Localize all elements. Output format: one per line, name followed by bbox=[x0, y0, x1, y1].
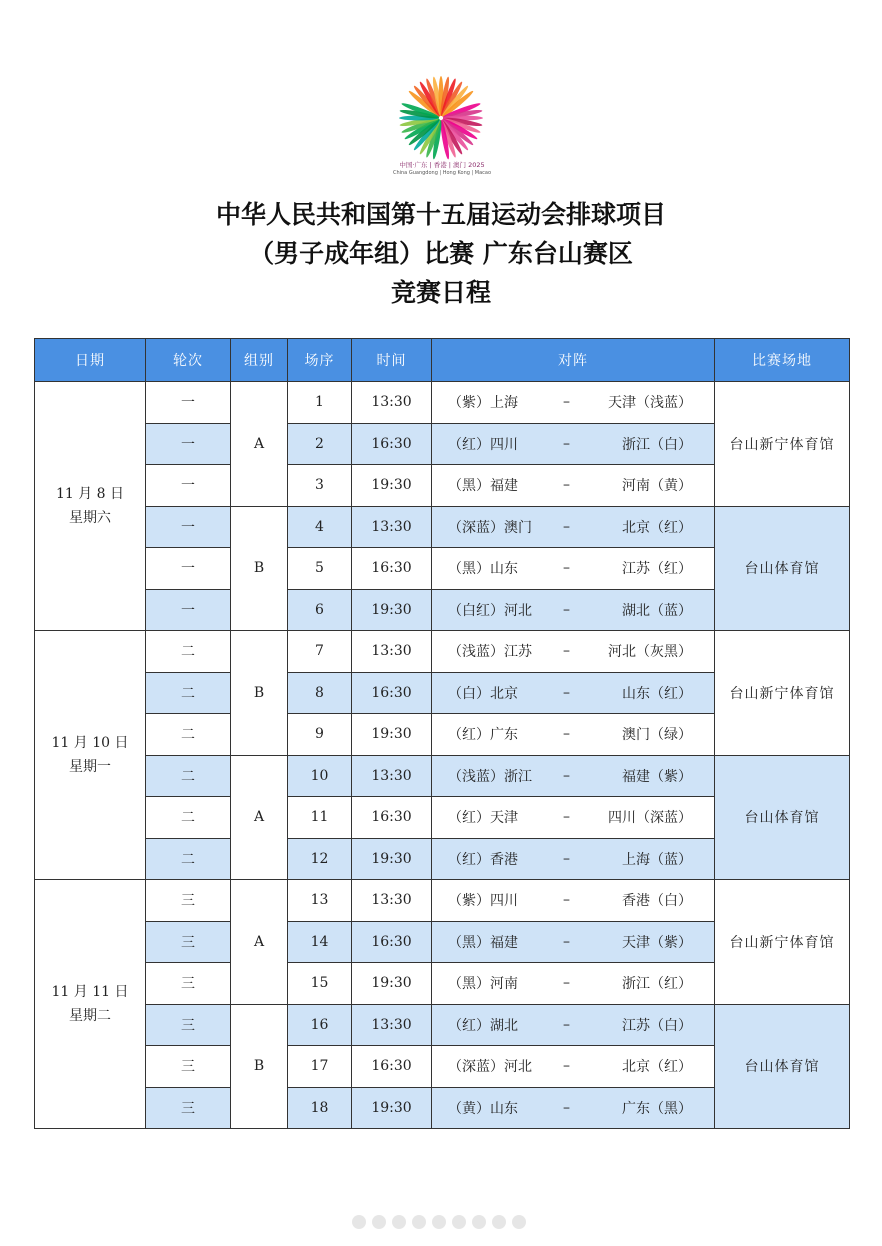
round-cell: 三 bbox=[146, 1004, 231, 1046]
away-team: 香港（白） bbox=[622, 893, 692, 910]
home-team: （黑）福建 bbox=[448, 478, 518, 495]
match-number-cell: 17 bbox=[288, 1046, 352, 1088]
home-team: （黄）山东 bbox=[448, 1100, 518, 1117]
time-cell: 16:30 bbox=[352, 672, 432, 714]
versus-dash: – bbox=[563, 809, 570, 826]
home-team: （红）四川 bbox=[448, 436, 518, 453]
time-cell: 13:30 bbox=[352, 755, 432, 797]
time-cell: 19:30 bbox=[352, 714, 432, 756]
matchup-cell bbox=[432, 755, 715, 797]
date-cell bbox=[35, 631, 146, 880]
matchup-cell bbox=[432, 506, 715, 548]
match-number-cell: 10 bbox=[288, 755, 352, 797]
versus-dash: – bbox=[563, 643, 570, 660]
away-team: 福建（紫） bbox=[622, 768, 692, 785]
matchup-cell bbox=[432, 1004, 715, 1046]
venue-cell: 台山体育馆 bbox=[715, 506, 850, 631]
away-team: 湖北（蓝） bbox=[622, 602, 692, 619]
matchup-cell bbox=[432, 589, 715, 631]
title-line-3: 竞赛日程 bbox=[390, 278, 491, 307]
away-team: 河北（灰黑） bbox=[608, 644, 692, 661]
away-team: 山东（红） bbox=[622, 685, 692, 702]
round-cell: 二 bbox=[146, 714, 231, 756]
schedule-table bbox=[34, 338, 850, 1129]
home-team: （红）天津 bbox=[448, 810, 518, 827]
match-number-cell: 7 bbox=[288, 631, 352, 673]
match-number-cell: 15 bbox=[288, 963, 352, 1005]
matchup-cell bbox=[432, 1087, 715, 1129]
away-team: 四川（深蓝） bbox=[608, 810, 692, 827]
matchup-cell bbox=[432, 714, 715, 756]
match-number-cell: 4 bbox=[288, 506, 352, 548]
versus-dash: – bbox=[563, 601, 570, 618]
versus-dash: – bbox=[563, 1058, 570, 1075]
matchup-cell bbox=[432, 423, 715, 465]
match-number-cell: 2 bbox=[288, 423, 352, 465]
weekday-text: 星期六 bbox=[69, 510, 111, 526]
watermark bbox=[352, 1215, 532, 1231]
home-team: （深蓝）澳门 bbox=[448, 519, 532, 536]
match-number-cell: 16 bbox=[288, 1004, 352, 1046]
versus-dash: – bbox=[563, 1016, 570, 1033]
round-cell: 三 bbox=[146, 1046, 231, 1088]
match-number-cell: 6 bbox=[288, 589, 352, 631]
away-team: 天津（紫） bbox=[622, 934, 692, 951]
time-cell: 16:30 bbox=[352, 797, 432, 839]
page-title bbox=[0, 195, 882, 312]
round-cell: 二 bbox=[146, 797, 231, 839]
away-team: 浙江（白） bbox=[622, 436, 692, 453]
match-number-cell: 11 bbox=[288, 797, 352, 839]
matchup-cell bbox=[432, 838, 715, 880]
round-cell: 二 bbox=[146, 672, 231, 714]
matchup-cell bbox=[432, 672, 715, 714]
home-team: （深蓝）河北 bbox=[448, 1059, 532, 1076]
away-team: 上海（蓝） bbox=[622, 851, 692, 868]
away-team: 天津（浅蓝） bbox=[608, 395, 692, 412]
matchup-cell bbox=[432, 880, 715, 922]
versus-dash: – bbox=[563, 518, 570, 535]
column-header: 场序 bbox=[288, 339, 352, 382]
time-cell: 19:30 bbox=[352, 589, 432, 631]
versus-dash: – bbox=[563, 933, 570, 950]
match-number-cell: 1 bbox=[288, 382, 352, 424]
versus-dash: – bbox=[563, 850, 570, 867]
venue-cell: 台山新宁体育馆 bbox=[715, 631, 850, 756]
time-cell: 13:30 bbox=[352, 631, 432, 673]
round-cell: 一 bbox=[146, 506, 231, 548]
away-team: 北京（红） bbox=[622, 1059, 692, 1076]
matchup-cell bbox=[432, 548, 715, 590]
table-row bbox=[35, 1004, 850, 1046]
time-cell: 13:30 bbox=[352, 1004, 432, 1046]
away-team: 河南（黄） bbox=[622, 478, 692, 495]
column-header: 日期 bbox=[35, 339, 146, 382]
group-cell: B bbox=[231, 631, 288, 756]
away-team: 广东（黑） bbox=[622, 1100, 692, 1117]
match-number-cell: 14 bbox=[288, 921, 352, 963]
versus-dash: – bbox=[563, 1099, 570, 1116]
table-row bbox=[35, 382, 850, 424]
date-text: 11 月 11 日 bbox=[51, 984, 129, 1000]
away-team: 江苏（白） bbox=[622, 1017, 692, 1034]
column-header: 比赛场地 bbox=[715, 339, 850, 382]
round-cell: 一 bbox=[146, 465, 231, 507]
group-cell: B bbox=[231, 1004, 288, 1129]
versus-dash: – bbox=[563, 394, 570, 411]
group-cell: A bbox=[231, 382, 288, 507]
time-cell: 19:30 bbox=[352, 465, 432, 507]
home-team: （紫）四川 bbox=[448, 893, 518, 910]
versus-dash: – bbox=[563, 892, 570, 909]
match-number-cell: 12 bbox=[288, 838, 352, 880]
match-number-cell: 3 bbox=[288, 465, 352, 507]
home-team: （紫）上海 bbox=[448, 395, 518, 412]
group-cell: A bbox=[231, 880, 288, 1005]
time-cell: 13:30 bbox=[352, 506, 432, 548]
match-number-cell: 9 bbox=[288, 714, 352, 756]
home-team: （浅蓝）浙江 bbox=[448, 768, 532, 785]
time-cell: 19:30 bbox=[352, 838, 432, 880]
home-team: （浅蓝）江苏 bbox=[448, 644, 532, 661]
date-text: 11 月 8 日 bbox=[55, 486, 125, 502]
table-body bbox=[35, 382, 850, 1129]
away-team: 浙江（红） bbox=[622, 976, 692, 993]
matchup-cell bbox=[432, 963, 715, 1005]
column-header: 时间 bbox=[352, 339, 432, 382]
time-cell: 16:30 bbox=[352, 423, 432, 465]
column-header: 轮次 bbox=[146, 339, 231, 382]
venue-cell: 台山新宁体育馆 bbox=[715, 880, 850, 1005]
matchup-cell bbox=[432, 1046, 715, 1088]
title-line-1: 中华人民共和国第十五届运动会排球项目 bbox=[215, 200, 666, 229]
home-team: （红）香港 bbox=[448, 851, 518, 868]
versus-dash: – bbox=[563, 477, 570, 494]
versus-dash: – bbox=[563, 767, 570, 784]
logo-text: 中国·广东 | 香港 | 澳门 2025 bbox=[399, 161, 485, 169]
column-header: 组别 bbox=[231, 339, 288, 382]
time-cell: 19:30 bbox=[352, 1087, 432, 1129]
round-cell: 三 bbox=[146, 1087, 231, 1129]
venue-cell: 台山体育馆 bbox=[715, 1004, 850, 1129]
petal-logo-icon bbox=[388, 70, 494, 162]
table-row bbox=[35, 506, 850, 548]
home-team: （黑）山东 bbox=[448, 561, 518, 578]
round-cell: 三 bbox=[146, 880, 231, 922]
matchup-cell bbox=[432, 797, 715, 839]
matchup-cell bbox=[432, 465, 715, 507]
away-team: 澳门（绿） bbox=[622, 727, 692, 744]
home-team: （红）湖北 bbox=[448, 1017, 518, 1034]
column-header: 对阵 bbox=[432, 339, 715, 382]
matchup-cell bbox=[432, 382, 715, 424]
match-number-cell: 18 bbox=[288, 1087, 352, 1129]
weekday-text: 星期二 bbox=[69, 1008, 111, 1024]
home-team: （白）北京 bbox=[448, 685, 518, 702]
round-cell: 三 bbox=[146, 921, 231, 963]
round-cell: 三 bbox=[146, 963, 231, 1005]
time-cell: 16:30 bbox=[352, 921, 432, 963]
group-cell: A bbox=[231, 755, 288, 880]
match-number-cell: 5 bbox=[288, 548, 352, 590]
versus-dash: – bbox=[563, 435, 570, 452]
round-cell: 一 bbox=[146, 548, 231, 590]
weekday-text: 星期一 bbox=[69, 759, 111, 775]
title-line-2: （男子成年组）比赛 广东台山赛区 bbox=[249, 239, 633, 268]
venue-cell: 台山体育馆 bbox=[715, 755, 850, 880]
round-cell: 二 bbox=[146, 838, 231, 880]
time-cell: 13:30 bbox=[352, 880, 432, 922]
date-text: 11 月 10 日 bbox=[51, 735, 129, 751]
time-cell: 16:30 bbox=[352, 1046, 432, 1088]
matchup-cell bbox=[432, 921, 715, 963]
match-number-cell: 8 bbox=[288, 672, 352, 714]
table-header-row bbox=[35, 339, 850, 382]
matchup-cell bbox=[432, 631, 715, 673]
venue-cell: 台山新宁体育馆 bbox=[715, 382, 850, 507]
round-cell: 二 bbox=[146, 631, 231, 673]
table-row bbox=[35, 755, 850, 797]
versus-dash: – bbox=[563, 684, 570, 701]
match-number-cell: 13 bbox=[288, 880, 352, 922]
versus-dash: – bbox=[563, 560, 570, 577]
round-cell: 一 bbox=[146, 382, 231, 424]
time-cell: 16:30 bbox=[352, 548, 432, 590]
versus-dash: – bbox=[563, 975, 570, 992]
logo-subtext: China Guangdong | Hong Kong | Macao bbox=[392, 170, 492, 176]
table-row bbox=[35, 631, 850, 673]
versus-dash: – bbox=[563, 726, 570, 743]
round-cell: 一 bbox=[146, 589, 231, 631]
round-cell: 一 bbox=[146, 423, 231, 465]
time-cell: 13:30 bbox=[352, 382, 432, 424]
home-team: （黑）河南 bbox=[448, 976, 518, 993]
home-team: （红）广东 bbox=[448, 727, 518, 744]
group-cell: B bbox=[231, 506, 288, 631]
round-cell: 二 bbox=[146, 755, 231, 797]
date-cell bbox=[35, 382, 146, 631]
time-cell: 19:30 bbox=[352, 963, 432, 1005]
table-row bbox=[35, 880, 850, 922]
away-team: 北京（红） bbox=[622, 519, 692, 536]
home-team: （白红）河北 bbox=[448, 602, 532, 619]
home-team: （黑）福建 bbox=[448, 934, 518, 951]
away-team: 江苏（红） bbox=[622, 561, 692, 578]
date-cell bbox=[35, 880, 146, 1129]
